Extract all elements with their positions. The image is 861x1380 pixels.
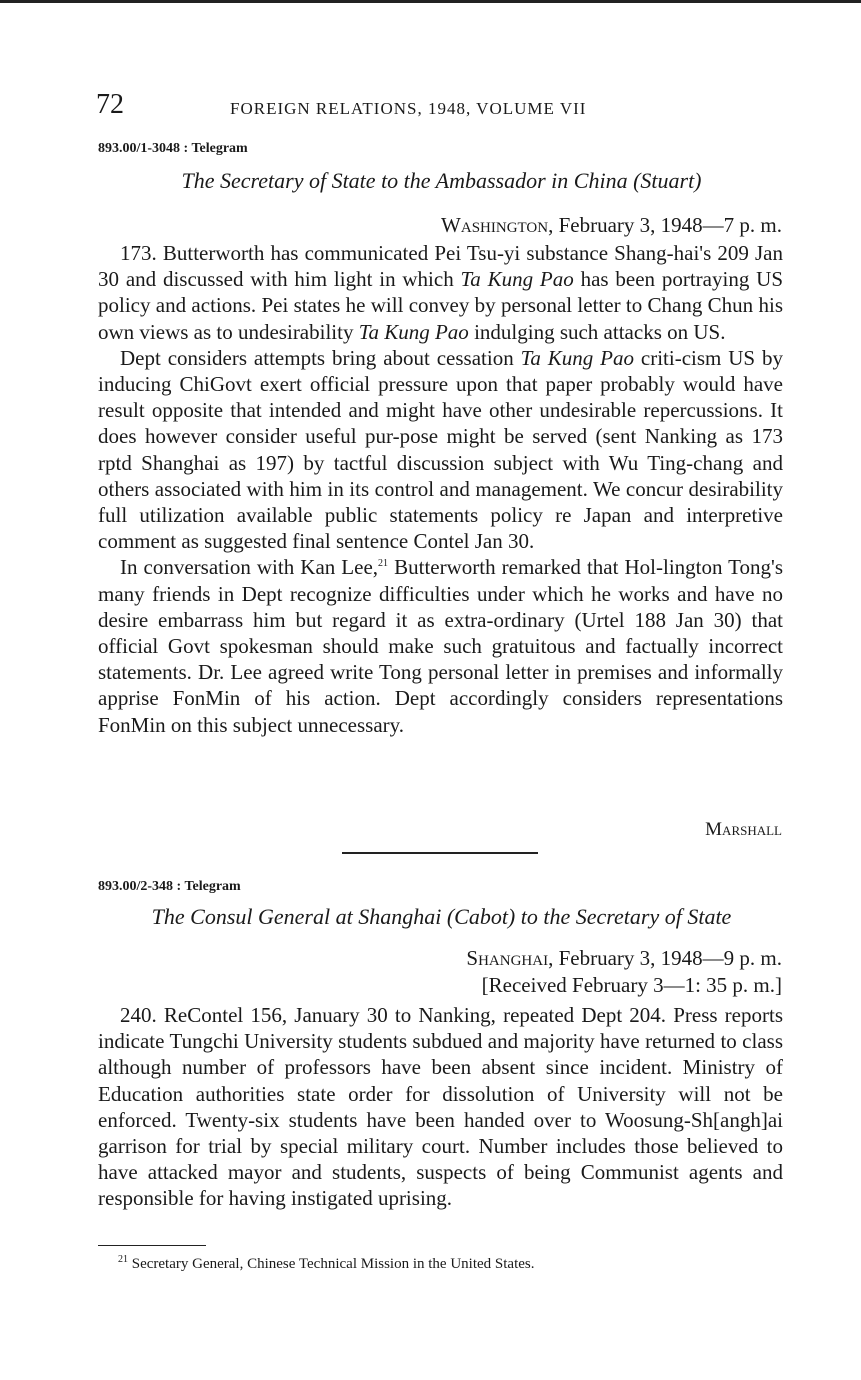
document-1-body bbox=[98, 240, 783, 738]
footnote-marker: 21 bbox=[378, 558, 389, 570]
footnote bbox=[118, 1254, 534, 1274]
document-1-paragraph-1 bbox=[98, 240, 783, 345]
document-2-dateline-date: February 3, 1948—9 p. m. bbox=[558, 946, 782, 970]
newspaper-name: Ta Kung Pao bbox=[520, 345, 634, 370]
document-2-received: [Received February 3—1: 35 p. m.] bbox=[481, 973, 782, 997]
newspaper-name: Ta Kung Pao bbox=[460, 267, 574, 292]
document-1-signature: Marshall bbox=[705, 819, 782, 840]
page-number: 72 bbox=[96, 89, 124, 120]
section-separator bbox=[342, 852, 538, 854]
document-1-dateline-place: Washington, bbox=[441, 213, 554, 237]
paragraph-text: Butterworth remarked that Hol-lington Tong's many friends in Dept recognize difficulties under which he works and have no desire embarrass him but regard it as extra-ordinary (Urtel 188 Jan 30) that official Govt spokesman should make such gratuitous and factually incorrect statements. Dr. Lee agreed write Tong personal letter in premises and informally apprise FonMin of his action. Dept accordingly considers representations FonMin on this subject unnecessary. bbox=[98, 555, 783, 737]
document-1-paragraph-2 bbox=[98, 345, 783, 555]
document-2-body bbox=[98, 1002, 783, 1212]
document-2-dateline bbox=[466, 945, 782, 972]
paragraph-text: In conversation with Kan Lee, bbox=[120, 555, 379, 580]
document-1-dateline-date: February 3, 1948—7 p. m. bbox=[558, 213, 782, 237]
footnote-number: 21 bbox=[118, 1254, 128, 1265]
running-title: FOREIGN RELATIONS, 1948, VOLUME VII bbox=[230, 99, 587, 118]
document-2-paragraph-1: 240. ReContel 156, January 30 to Nanking, repeated Dept 204. Press reports indicate Tungchi University students subdued and majority have returned to class although number of professors have been absent since incident. Ministry of Education authorities state order for dissolution of University will not be enforced. Twenty-six students have been handed over to Woosung-Sh[angh]ai garrison for trial by special military court. Number includes those believed to have attacked mayor and students, suspects of being Communist agents and responsible for having instigated uprising. bbox=[98, 1003, 783, 1211]
document-1-paragraph-3 bbox=[98, 554, 783, 737]
document-2-file-ref: 893.00/2-348 : Telegram bbox=[98, 879, 241, 894]
paragraph-text: Dept considers attempts bring about cessation bbox=[120, 345, 521, 370]
paragraph-text: criti-cism US by inducing ChiGovt exert official pressure upon that paper probably would have result opposite that intended and might have other undesirable repercussions. It does however consider useful pur-pose might be served (sent Nanking as 173 rptd Shanghai as 197) by tactful discussion subject with Wu Ting-chang and others associated with him in its control and management. We concur desirability full utilization available public statements policy re Japan and interpretive comment as suggested final sentence Contel Jan 30. bbox=[98, 345, 783, 554]
footnote-text: Secretary General, Chinese Technical Mission in the United States. bbox=[128, 1256, 535, 1272]
newspaper-name: Ta Kung Pao bbox=[358, 319, 469, 344]
paragraph-text: indulging such attacks on US. bbox=[468, 319, 726, 344]
footnote-rule bbox=[98, 1245, 206, 1246]
paragraph-text: has been portraying US policy and actions. Pei states he will convey by personal letter to Chang Chun his own views as to undesirability bbox=[98, 267, 783, 344]
document-2-dateline-place: Shanghai, bbox=[466, 946, 554, 970]
document-1-file-ref: 893.00/1-3048 : Telegram bbox=[98, 141, 248, 156]
document-1-title: The Secretary of State to the Ambassador in China (Stuart) bbox=[181, 168, 702, 193]
top-border-line bbox=[0, 0, 861, 3]
document-2-title: The Consul General at Shanghai (Cabot) to the Secretary of State bbox=[151, 904, 732, 929]
paragraph-text: 173. Butterworth has communicated Pei Tsu-yi substance Shang-hai's 209 Jan 30 and discussed with him light in which bbox=[98, 241, 783, 292]
document-1-dateline bbox=[441, 212, 782, 239]
